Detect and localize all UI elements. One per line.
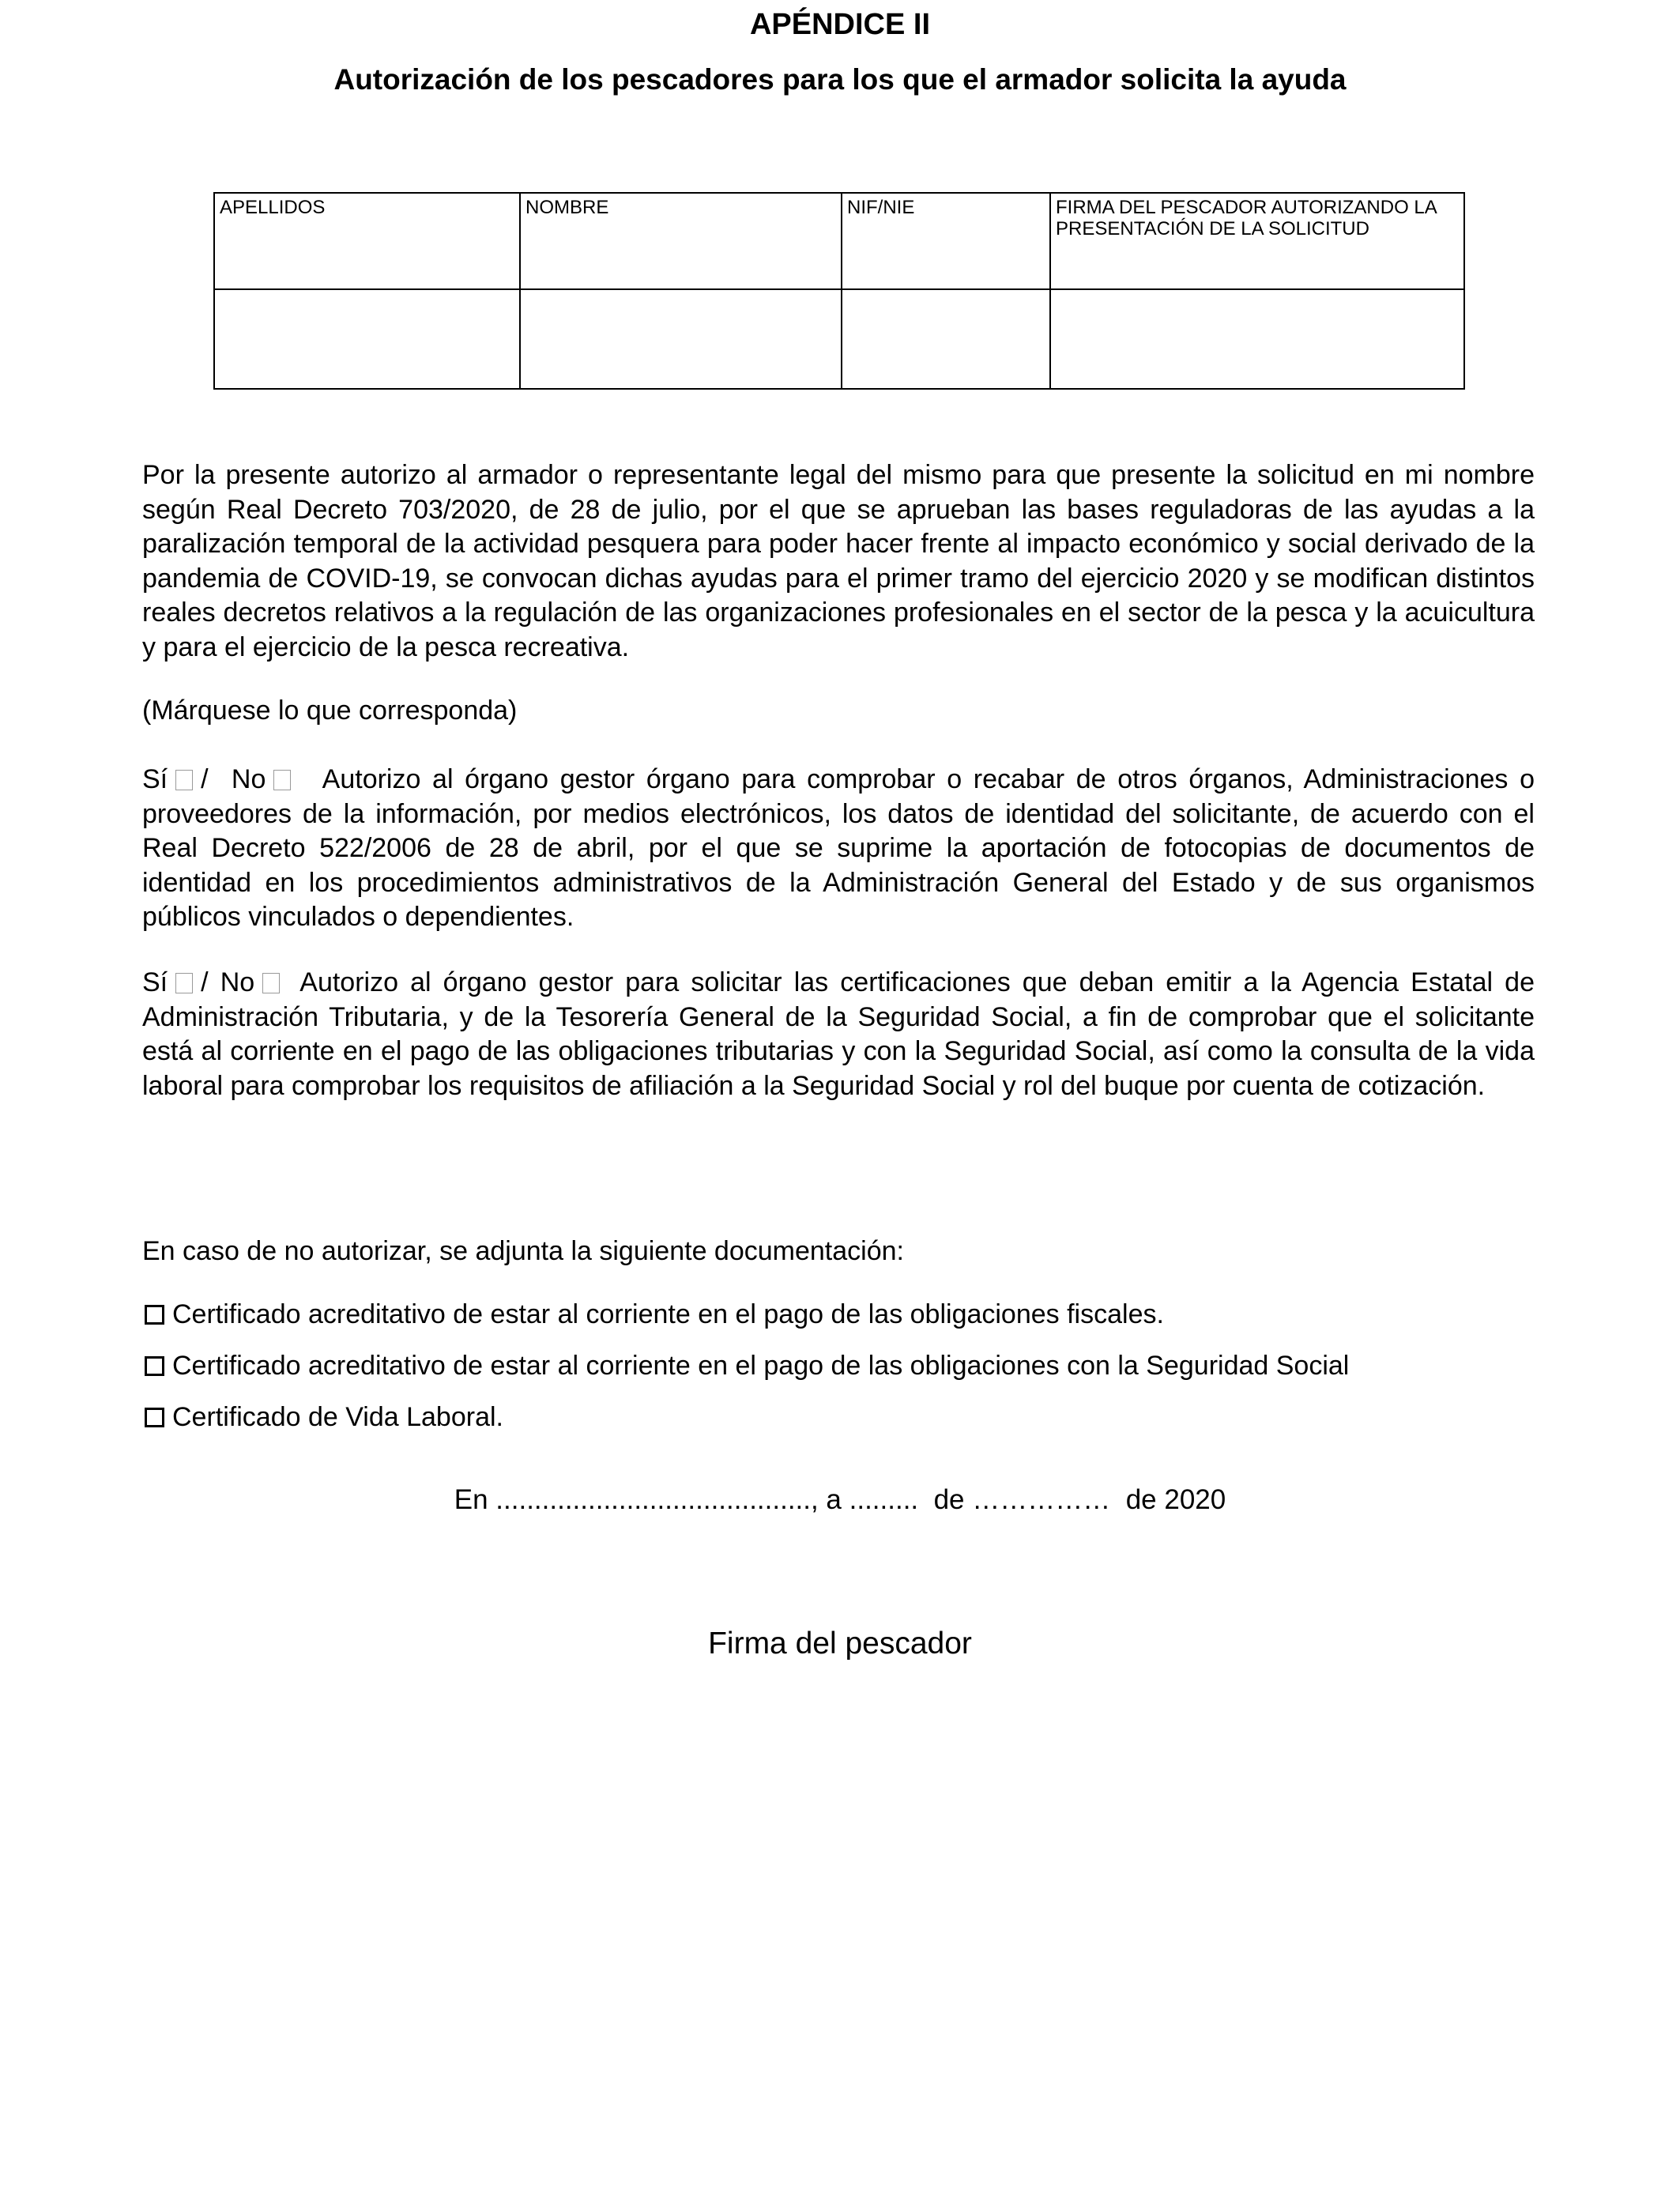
header-apellidos: APELLIDOS [214, 193, 520, 289]
consent-2-yes-checkbox[interactable] [175, 973, 193, 993]
table-row [214, 289, 1464, 389]
consent-1-yes-checkbox[interactable] [175, 770, 193, 790]
document-item-vida-laboral [145, 1400, 503, 1434]
document-checkbox[interactable] [145, 1408, 164, 1427]
document-subtitle: Autorización de los pescadores para los que el armador solicita la ayuda [333, 63, 1347, 96]
place-date-line[interactable]: En ........................................., a ......... de …………… de 2020 [454, 1484, 1226, 1515]
nif-nie-cell[interactable] [842, 289, 1050, 389]
consent-2-separator: / [201, 967, 209, 997]
fisherman-table [213, 192, 1465, 390]
document-label: Certificado acreditativo de estar al corriente en el pago de las obligaciones con la Seguridad Social [172, 1351, 1350, 1381]
document-checkbox[interactable] [145, 1356, 164, 1376]
document-checkbox[interactable] [145, 1305, 164, 1325]
consent-2-no-checkbox[interactable] [262, 973, 280, 993]
authorization-paragraph: Por la presente autorizo al armador o representante legal del mismo para que presente la solicitud en mi nombre según Real Decreto 703/2020, de 28 de julio, por el que se aprueban las bases reguladoras de las ayudas a la paralización temporal de la actividad pesquera para poder hacer frente al impacto económico y social derivado de la pandemia de COVID-19, se convocan dichas ayudas para el primer tramo del ejercicio 2020 y se modifican distintos reales decretos relativos a la regulación de las organizaciones profesionales en el sector de la pesca y la acuicultura y para el ejercicio de la pesca recreativa. [142, 460, 1535, 662]
header-nif-nie: NIF/NIE [842, 193, 1050, 289]
mark-instruction: (Márquese lo que corresponda) [142, 696, 518, 726]
apellidos-cell[interactable] [214, 289, 520, 389]
header-firma: FIRMA DEL PESCADOR AUTORIZANDO LA PRESENTACIÓN DE LA SOLICITUD [1050, 193, 1464, 289]
consent-1-text: Autorizo al órgano gestor órgano para comprobar o recabar de otros órganos, Administraciones o proveedores de la información, por medios electrónicos, los datos de identidad del solicitante, de acuerdo con el Real Decreto 522/2006 de 28 de abril, por el que se suprime la aportación de fotocopias de documentos de identidad en los procedimientos administrativos de la Administración General del Estado y de sus organismos públicos vinculados o dependientes. [142, 764, 1535, 932]
consent-1-no-checkbox[interactable] [273, 770, 291, 790]
document-label: Certificado de Vida Laboral. [172, 1402, 503, 1432]
consent-1-yes-label: Sí [142, 764, 168, 794]
consent-1-no-label: No [231, 764, 266, 794]
document-item-seguridad-social [145, 1349, 1349, 1383]
signature-label: Firma del pescador [708, 1627, 972, 1661]
documentation-intro: En caso de no autorizar, se adjunta la siguiente documentación: [142, 1236, 904, 1266]
nombre-cell[interactable] [520, 289, 842, 389]
consent-1-separator: / [201, 764, 209, 794]
table-header-row [214, 193, 1464, 289]
firma-cell[interactable] [1050, 289, 1464, 389]
consent-2-no-label: No [220, 967, 255, 997]
consent-2-paragraph [142, 966, 1535, 1103]
header-nombre: NOMBRE [520, 193, 842, 289]
consent-1-paragraph [142, 763, 1535, 935]
consent-2-text: Autorizo al órgano gestor para solicitar las certificaciones que deban emitir a la Agencia Estatal de Administración Tributaria, y de la Tesorería General de la Seguridad Social, a fin de comprobar que el solicitante está al corriente en el pago de las obligaciones tributarias y con la Seguridad Social, así como la consulta de la vida laboral para comprobar los requisitos de afiliación a la Seguridad Social y rol del buque por cuenta de cotización. [142, 967, 1535, 1101]
document-label: Certificado acreditativo de estar al corriente en el pago de las obligaciones fiscales. [172, 1299, 1164, 1329]
document-title: APÉNDICE II [749, 8, 931, 41]
consent-2-yes-label: Sí [142, 967, 168, 997]
document-item-fiscal [145, 1298, 1164, 1332]
